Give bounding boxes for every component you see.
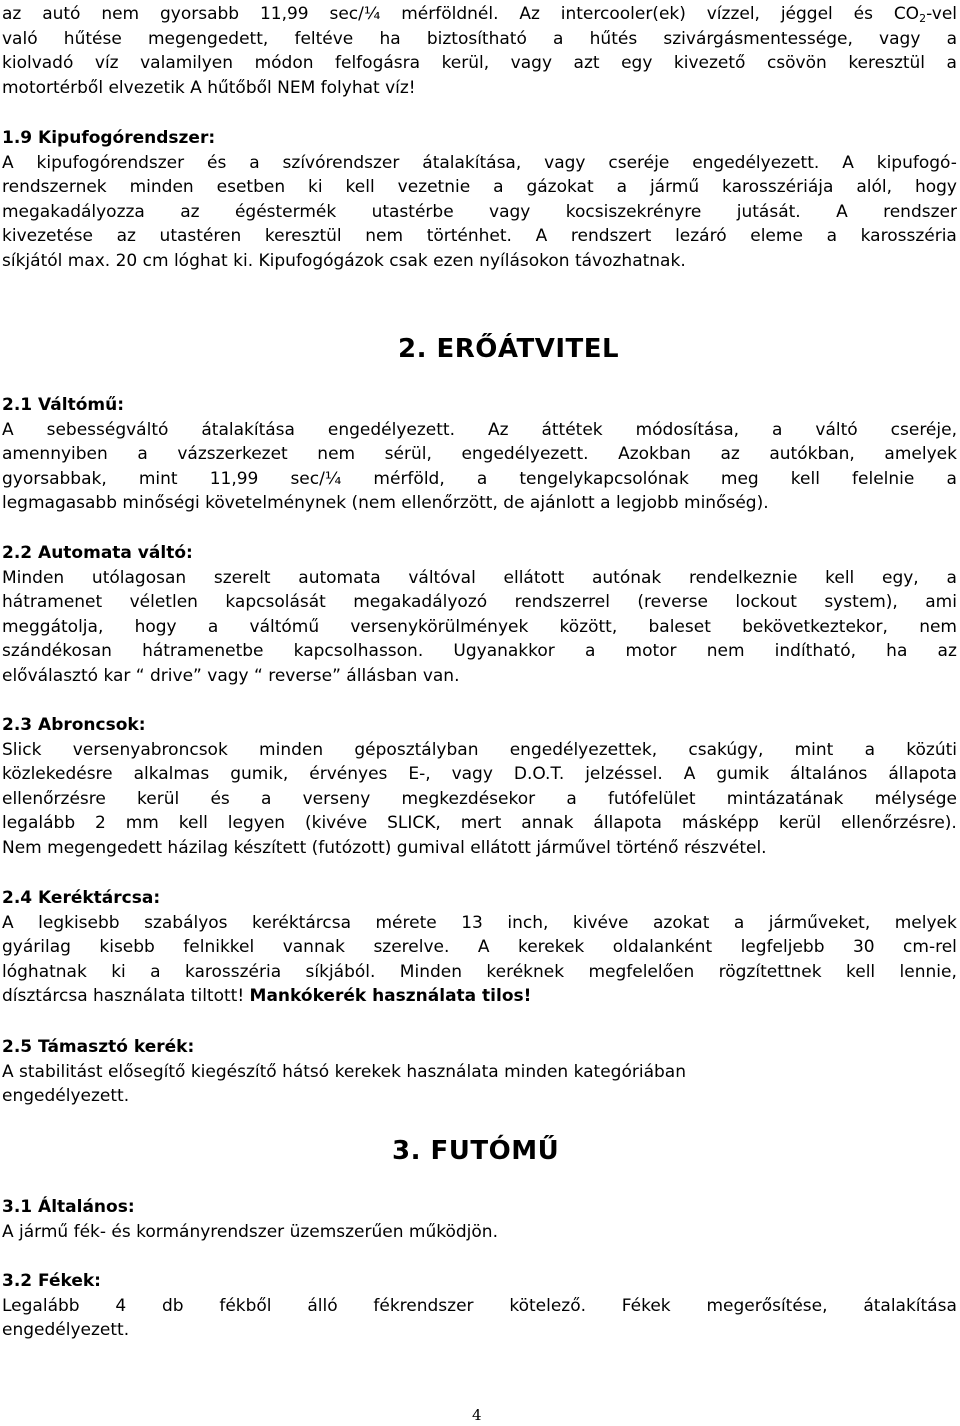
section-1-9-line-2: rendszernek minden esetben ki kell vezetnie a gázokat a jármű karosszériája alól, hogy [2, 177, 957, 197]
section-2-2-title: Automata váltó: [32, 543, 193, 563]
section-2-2-heading [2, 541, 957, 566]
section-1-9-line-1: A kipufogórendszer és a szívórendszer átalakítása, vagy cseréje engedélyezett. A kipufogó- [2, 152, 957, 173]
section-2-1-line-2: amennyiben a vázszerkezet nem sérül, engedélyezett. Azokban az autókban, amelyek [2, 444, 957, 464]
intro-line-2: való hűtése megengedett, feltéve ha biztosítható a hűtés szivárgásmentessége, vagy a [2, 28, 957, 49]
section-2-2-line-2: hátramenet véletlen kapcsolását megakadályozó rendszerrel (reverse lockout system), ami [2, 592, 957, 612]
section-1-9-line-4: kivezetése az utastéren keresztül nem történhet. A rendszert lezáró eleme a karosszéria [2, 226, 957, 246]
section-1-9-line-5: síkjától max. 20 cm lóghat ki. Kipufogógázok csak ezen nyílásokon távozhatnak. [2, 250, 686, 271]
section-2-4-line-1: A legkisebb szabályos keréktárcsa mérete 13 inch, kivéve azokat a járműveket, melyek [2, 912, 957, 933]
section-2-2-line-4: szándékosan hátramenetbe kapcsolhasson. Ugyanakkor a motor nem indítható, ha az [2, 641, 957, 661]
section-2-1-heading [2, 393, 957, 418]
section-2-3-line-3: ellenőrzésre kerül és a verseny megkezdésekor a futófelület mintázatának mélysége [2, 788, 957, 809]
section-3-1-heading [2, 1195, 957, 1220]
section-2-2-number: 2.2 [2, 543, 33, 563]
section-3-2-line-2: engedélyezett. [2, 1320, 130, 1340]
section-2-5 [2, 1035, 957, 1109]
chapter-3-title: 3. FUTÓMŰ [392, 1136, 560, 1166]
section-2-4-warning: Mankókerék használata tilos! [249, 986, 532, 1006]
intro-line-1-suffix: -vel [926, 4, 957, 24]
section-2-2 [2, 541, 957, 688]
section-2-5-line-1: A stabilitást elősegítő kiegészítő hátsó kerekek használata minden kategóriában [2, 1061, 686, 1082]
intro-line-1 [2, 2, 957, 27]
section-3-1-title: Általános: [32, 1197, 135, 1217]
co2-subscript: 2 [919, 12, 927, 25]
section-3-2-heading [2, 1269, 957, 1294]
section-3-1 [2, 1195, 957, 1244]
section-2-4-number: 2.4 [2, 888, 33, 908]
section-2-1-line-4: legmagasabb minőségi követelménynek (nem ellenőrzött, de ajánlott a legjobb minőség). [2, 493, 769, 513]
section-3-1-line-1: A jármű fék- és kormányrendszer üzemszerűen működjön. [2, 1221, 498, 1242]
section-2-5-heading [2, 1035, 957, 1060]
section-2-1-line-3: gyorsabbak, mint 11,99 sec/¼ mérföld, a tengelykapcsolónak meg kell felelnie a [2, 468, 957, 489]
section-3-2-number: 3.2 [2, 1271, 33, 1291]
section-2-3-line-5: Nem megengedett házilag készített (futózott) gumival ellátott járművel történő részvétel. [2, 837, 767, 858]
section-2-4-line-2: gyárilag kisebb felnikkel vannak szerelve. A kerekek oldalanként legfeljebb 30 cm-rel [2, 937, 957, 957]
section-1-9-number: 1.9 [2, 128, 33, 148]
section-2-3-line-2: közlekedésre alkalmas gumik, érvényes E-, vagy D.O.T. jelzéssel. A gumik általános állapota [2, 764, 957, 784]
section-2-5-title: Támasztó kerék: [32, 1037, 195, 1057]
section-2-2-line-5: előválasztó kar “ drive” vagy “ reverse” állásban van. [2, 665, 460, 686]
section-1-9-title: Kipufogórendszer: [32, 128, 216, 148]
section-3-2 [2, 1269, 957, 1343]
page-number: 4 [472, 1406, 482, 1424]
section-2-4-line-4-text: dísztárcsa használata tiltott! [2, 986, 250, 1006]
section-2-5-line-2: engedélyezett. [2, 1086, 130, 1106]
section-2-3-line-1: Slick versenyabroncsok minden géposztályban engedélyezettek, csakúgy, mint a közúti [2, 739, 957, 760]
section-2-1-title: Váltómű: [32, 395, 124, 415]
section-3-2-line-1: Legalább 4 db fékből álló fékrendszer kötelező. Fékek megerősítése, átalakítása [2, 1295, 957, 1316]
section-2-4 [2, 886, 957, 1009]
intro-line-4: motortérből elvezetik A hűtőből NEM folyhat víz! [2, 77, 416, 98]
intro-line-3: kiolvadó víz valamilyen módon felfogásra kerül, vagy azt egy kivezető csövön keresztül a [2, 53, 957, 73]
section-1-9-line-3: megakadályozza az égéstermék utastérbe vagy kocsiszekrényre jutását. A rendszer [2, 201, 957, 222]
section-2-4-heading [2, 886, 957, 911]
section-2-4-title: Keréktárcsa: [32, 888, 161, 908]
section-2-3 [2, 713, 957, 860]
section-2-3-heading [2, 713, 957, 738]
section-1-9-heading [2, 126, 957, 151]
intro-paragraph [2, 2, 957, 100]
section-2-3-number: 2.3 [2, 715, 33, 735]
section-3-2-title: Fékek: [32, 1271, 101, 1291]
section-2-4-line-3: lóghatnak ki a karosszéria síkjából. Minden keréknek megfelelően rögzítettnek kell lennie, [2, 961, 957, 982]
intro-line-1-text: az autó nem gyorsabb 11,99 sec/¼ mérföldnél. Az intercooler(ek) vízzel, jéggel és CO [2, 4, 920, 24]
section-2-3-line-4: legalább 2 mm kell legyen (kivéve SLICK, mert annak állapota másképp kerül ellenőrzésre). [2, 813, 957, 833]
section-3-1-number: 3.1 [2, 1197, 33, 1217]
section-2-5-number: 2.5 [2, 1037, 33, 1057]
section-2-1 [2, 393, 957, 516]
section-2-1-line-1: A sebességváltó átalakítása engedélyezett. Az áttétek módosítása, a váltó cseréje, [2, 419, 957, 440]
chapter-2-title: 2. ERŐÁTVITEL [398, 334, 620, 364]
section-1-9 [2, 126, 957, 273]
section-2-3-title: Abroncsok: [32, 715, 146, 735]
section-2-2-line-1: Minden utólagosan szerelt automata váltóval ellátott autónak rendelkeznie kell egy, a [2, 567, 957, 588]
section-2-4-line-4 [2, 984, 957, 1009]
section-2-1-number: 2.1 [2, 395, 33, 415]
section-2-2-line-3: meggátolja, hogy a váltómű versenykörülmények között, baleset bekövetkeztekor, nem [2, 616, 957, 637]
